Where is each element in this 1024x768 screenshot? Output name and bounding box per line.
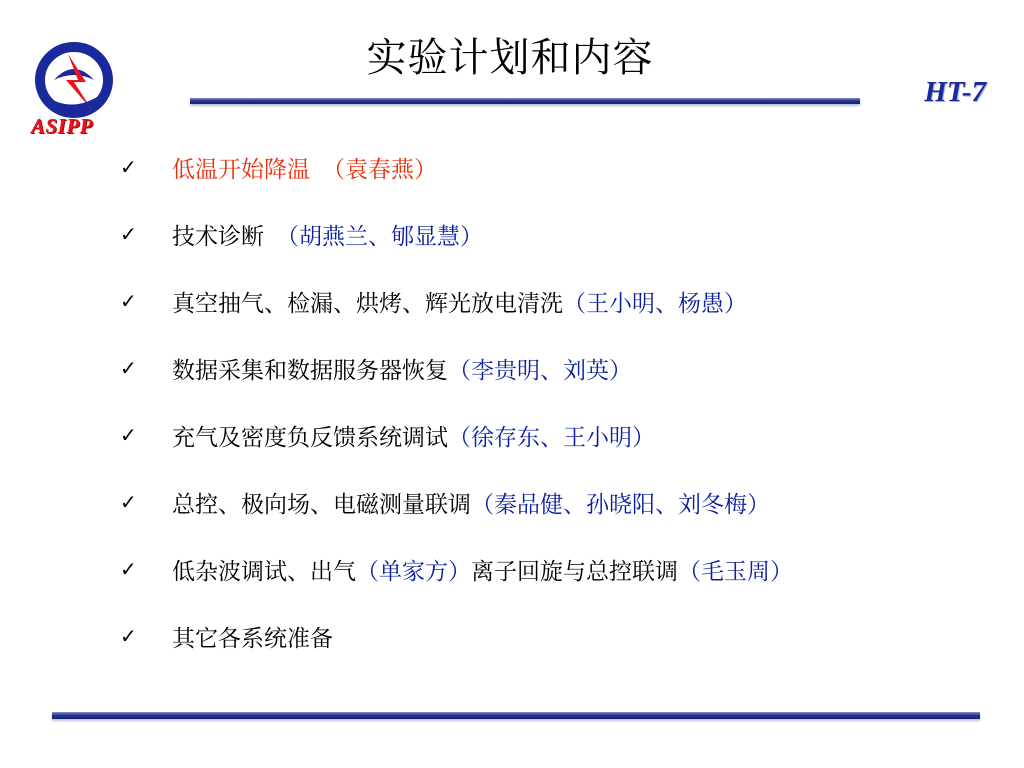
item-task-secondary: 离子回旋与总控联调 (471, 558, 678, 585)
item-people: （徐存东、王小明） (448, 424, 655, 451)
check-icon: ✓ (120, 624, 137, 648)
list-item (120, 613, 793, 659)
list-item (120, 479, 793, 525)
slide-title: 实验计划和内容 (366, 35, 654, 81)
item-text (172, 419, 655, 452)
item-task: 技术诊断 (172, 223, 264, 250)
item-task: 低温开始降温 (172, 156, 310, 183)
item-task: 充气及密度负反馈系统调试 (172, 424, 448, 451)
item-task: 总控、极向场、电磁测量联调 (172, 491, 471, 518)
check-icon: ✓ (120, 423, 137, 447)
item-people: （李贵明、刘英） (448, 357, 632, 384)
item-people: （袁春燕） (322, 156, 437, 183)
item-people: （王小明、杨愚） (563, 290, 747, 317)
item-text (172, 352, 632, 385)
list-item (120, 278, 793, 324)
title-divider (190, 98, 860, 104)
item-people: （单家方） (356, 558, 471, 585)
list-item (120, 144, 793, 190)
task-list (120, 144, 793, 680)
item-text (172, 486, 770, 519)
list-item (120, 345, 793, 391)
item-text (172, 151, 437, 184)
item-people: （秦品健、孙晓阳、刘冬梅） (471, 491, 770, 518)
item-text (172, 218, 483, 251)
item-text (172, 285, 747, 318)
list-item (120, 211, 793, 257)
item-task: 数据采集和数据服务器恢复 (172, 357, 448, 384)
check-icon: ✓ (120, 356, 137, 380)
check-icon: ✓ (120, 289, 137, 313)
item-people-secondary: （毛玉周） (678, 558, 793, 585)
check-icon: ✓ (120, 490, 137, 514)
item-task: 真空抽气、检漏、烘烤、辉光放电清洗 (172, 290, 563, 317)
logo-text: ASIPP (31, 114, 94, 138)
item-task: 低杂波调试、出气 (172, 558, 356, 585)
check-icon: ✓ (120, 155, 137, 179)
check-icon: ✓ (120, 222, 137, 246)
footer-divider (52, 712, 980, 719)
check-icon: ✓ (120, 557, 137, 581)
list-item (120, 546, 793, 592)
item-text (172, 553, 793, 586)
item-people: （胡燕兰、郇显慧） (276, 223, 483, 250)
brand-label: HT-7 (924, 76, 986, 108)
item-text (172, 620, 333, 653)
item-task: 其它各系统准备 (172, 625, 333, 652)
list-item (120, 412, 793, 458)
